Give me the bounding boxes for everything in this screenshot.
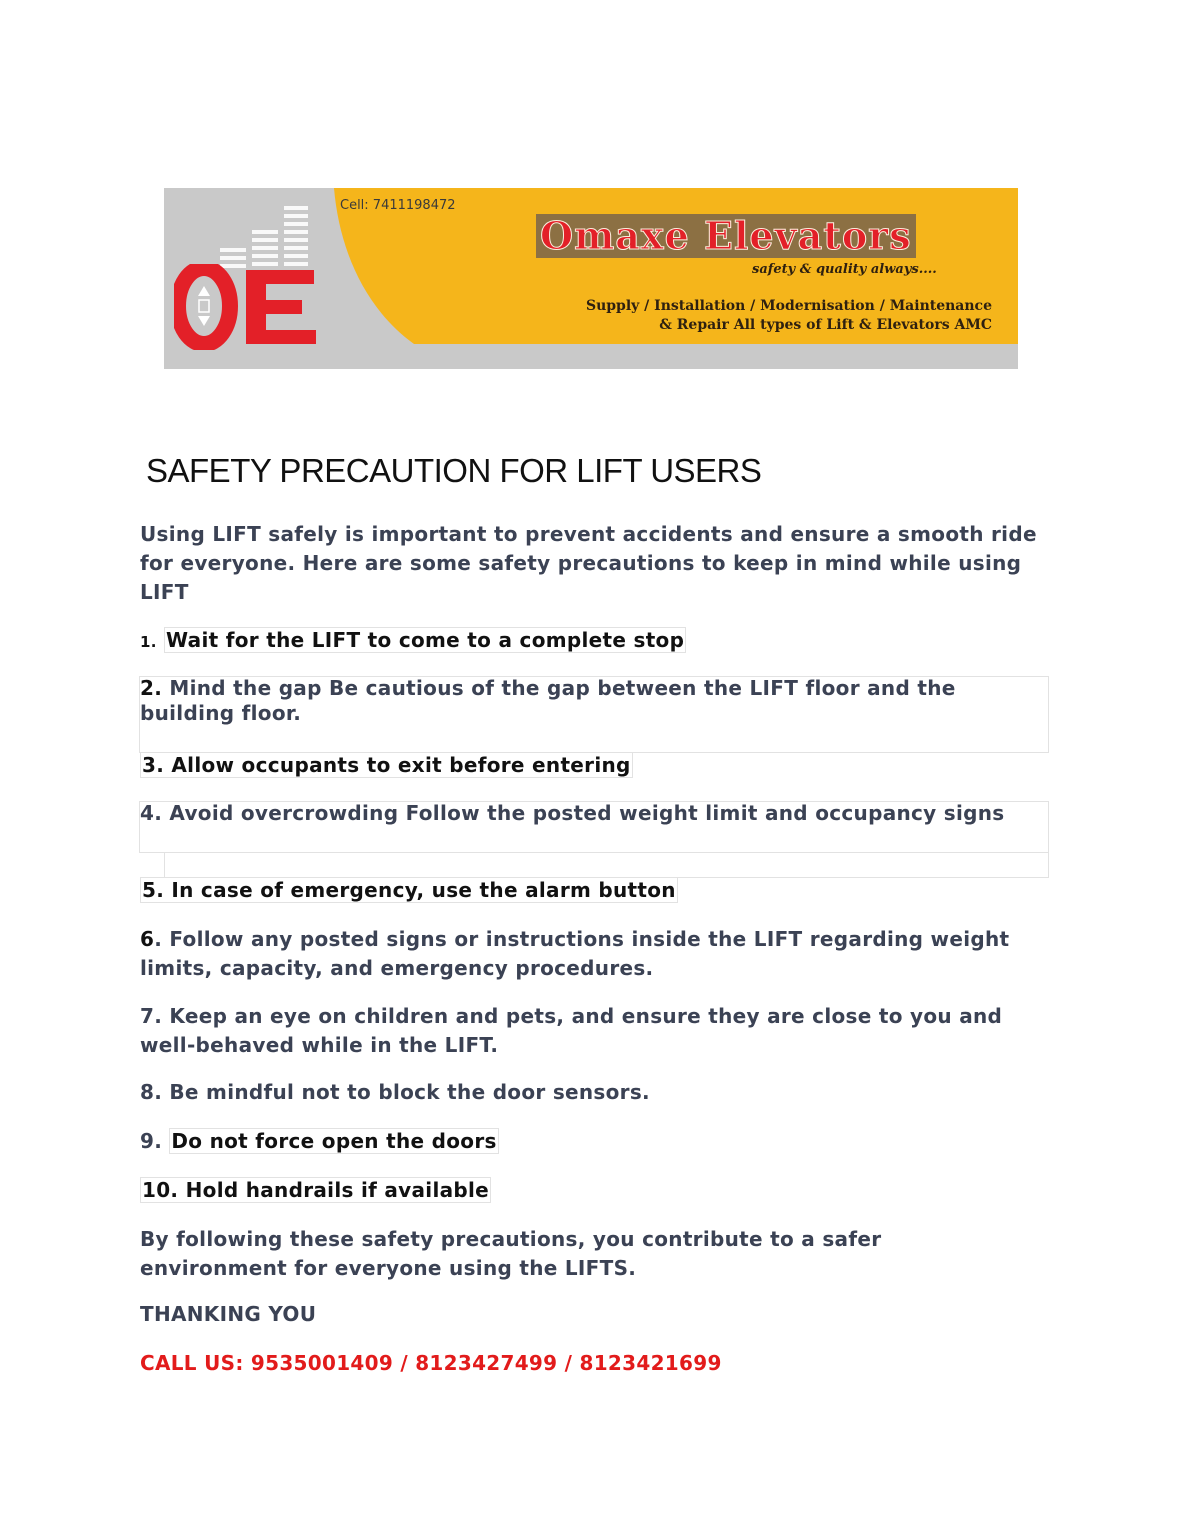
list-item-text: Be mindful not to block the door sensors.: [169, 1080, 650, 1104]
list-item-3: [140, 751, 1060, 780]
list-item-text: Do not force open the doors: [171, 1129, 497, 1153]
list-item-text: Hold handrails if available: [185, 1178, 490, 1202]
brand-name: Omaxe Elevators: [536, 214, 916, 258]
list-item-7: [140, 1002, 1060, 1060]
list-item-5: [140, 876, 1060, 905]
list-item-number: 7.: [140, 1004, 163, 1028]
list-item-text: . Follow any posted signs or instructions inside the LIFT regarding weight limits, capacity, and emergency procedures.: [140, 927, 1010, 980]
list-item-box: [164, 852, 1049, 878]
services-line-2: & Repair All types of Lift & Elevators AMC: [659, 317, 992, 333]
banner-cell-number: Cell: 7411198472: [340, 198, 456, 213]
services-line-1: Supply / Installation / Modernisation / Maintenance: [585, 298, 992, 314]
list-item-text: In case of emergency, use the alarm button: [171, 878, 676, 902]
thanks-text: THANKING YOU: [140, 1302, 317, 1326]
list-item-number: 5.: [142, 878, 165, 902]
brand-tagline: safety & quality always....: [752, 262, 937, 277]
list-item-text: Avoid overcrowding Follow the posted weight limit and occupancy signs: [169, 801, 1005, 825]
list-item-number: 9.: [140, 1129, 163, 1153]
call-us-text: CALL US: 9535001409 / 8123427499 / 8123421699: [140, 1351, 722, 1375]
list-item-2: [140, 676, 1020, 726]
list-item-4: [140, 801, 1020, 826]
list-item-number: 3.: [142, 753, 165, 777]
oe-logo: [174, 264, 324, 350]
list-item-10: [140, 1176, 1060, 1205]
closing-paragraph: By following these safety precautions, you contribute to a safer environment for everyone using the LIFTS.: [140, 1227, 882, 1280]
list-item-text: Keep an eye on children and pets, and ensure they are close to you and well-behaved while in the LIFT.: [140, 1004, 1003, 1057]
services-text: [586, 297, 992, 335]
page-title: SAFETY PRECAUTION FOR LIFT USERS: [146, 452, 762, 489]
list-item-text-wrap: [140, 752, 633, 778]
list-item-8: [140, 1078, 1060, 1107]
list-item-text: Allow occupants to exit before entering: [171, 753, 631, 777]
list-item-6: [140, 925, 1060, 983]
list-item-number: 1.: [140, 633, 157, 651]
list-item-number: 6: [140, 927, 155, 951]
list-item-number: 10.: [142, 1178, 179, 1202]
list-item-text: Mind the gap Be cautious of the gap between the LIFT floor and the building floor.: [140, 676, 956, 725]
intro-paragraph: Using LIFT safely is important to prevent accidents and ensure a smooth ride for everyone. Here are some safety precautions to keep in mind while using LIFT: [140, 522, 1037, 604]
list-item-text-wrap: [140, 1177, 491, 1203]
company-banner: [164, 188, 1018, 369]
list-item-number: 8.: [140, 1080, 163, 1104]
list-item-text-wrap: [140, 877, 678, 903]
list-item-number: 4.: [140, 801, 163, 825]
list-item-1: [140, 626, 1060, 657]
list-item-text: Wait for the LIFT to come to a complete stop: [166, 628, 685, 652]
list-item-number: 2.: [140, 676, 163, 700]
list-item-9: [140, 1127, 1060, 1156]
